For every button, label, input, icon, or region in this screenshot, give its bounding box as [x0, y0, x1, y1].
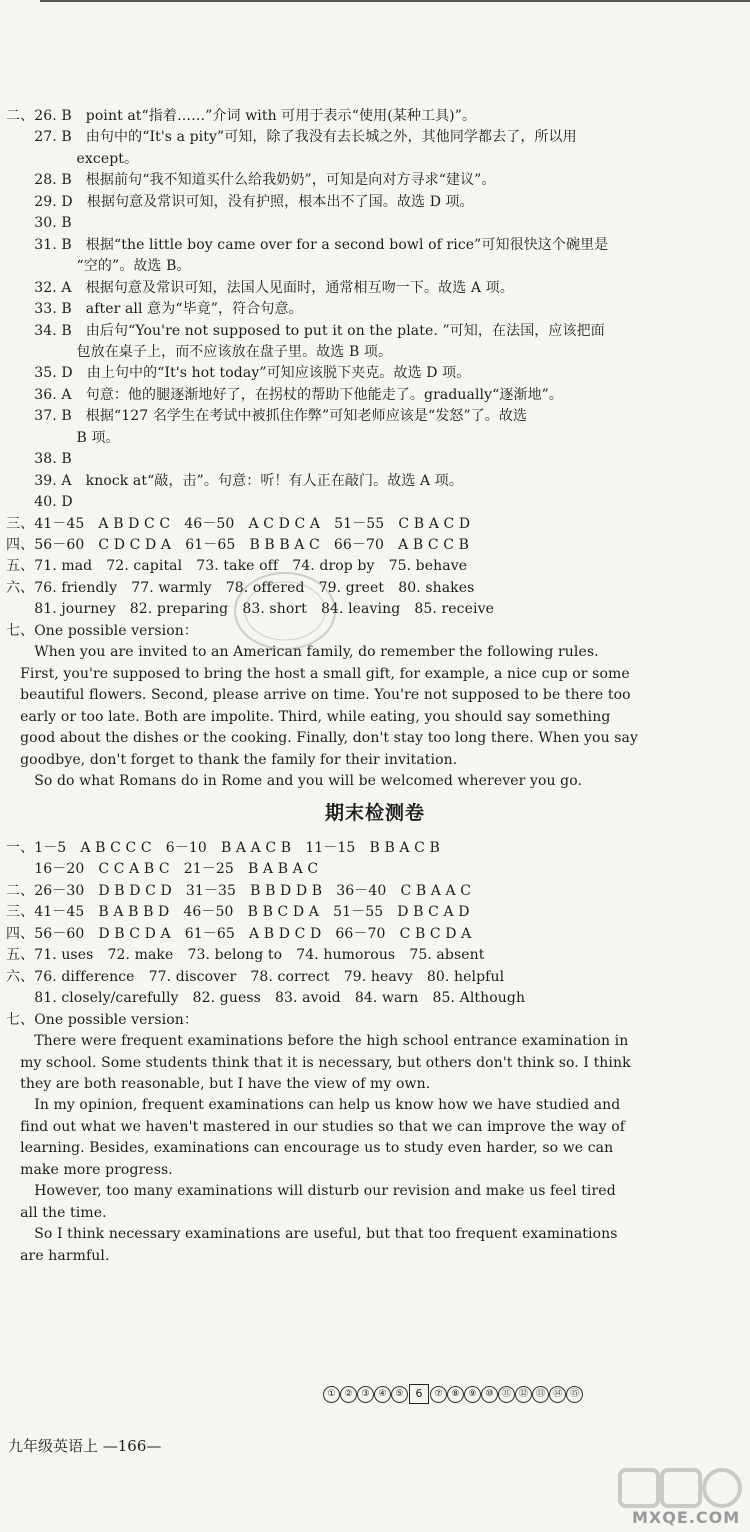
text-line: 39. A knock at“敲，击”。句意：听！有人正在敲门。故选 A 项。	[6, 472, 463, 489]
text-line: goodbye, don't forget to thank the family for their invitation.	[6, 751, 458, 768]
text-line: good about the dishes or the cooking. Finally, don't stay too long there. When you say	[6, 730, 638, 747]
text-line: 34. B 由后句“You're not supposed to put it on the plate. ”可知，在法国，应该把面	[6, 322, 605, 339]
page-number-marker: 6	[409, 1384, 429, 1404]
text-line: So do what Romans do in Rome and you will be welcomed wherever you go.	[6, 772, 583, 789]
page-number-marker: ⑫	[515, 1386, 532, 1403]
text-line: 31. B 根据“the little boy came over for a second bowl of rice”可知很快这个碗里是	[6, 236, 609, 253]
watermark-text: MXQE.COM	[632, 1508, 741, 1527]
page-footer: 九年级英语上 —166—	[8, 1437, 162, 1455]
text-line: early or too late. Both are impolite. Third, while eating, you should say something	[6, 708, 611, 725]
text-line: B 项。	[6, 429, 120, 446]
text-line: 35. D 由上句中的“It's hot today”可知应该脱下夹克。故选 D 项。	[6, 365, 471, 382]
text-line: In my opinion, frequent examinations can help us know how we have studied and	[6, 1097, 621, 1114]
text-line: 29. D 根据句意及常识可知，没有护照，根本出不了国。故选 D 项。	[6, 193, 474, 210]
text-line: 28. B 根据前句“我不知道买什么给我奶奶”，可知是向对方寻求“建议”。	[6, 172, 496, 189]
text-line: 二、26. B point at“指着……”介词 with 可用于表示“使用(某种工具)”。	[6, 108, 477, 124]
section-title: 期末检测卷	[324, 802, 425, 824]
text-line: 36. A 句意：他的腿逐渐地好了，在拐杖的帮助下他能走了。gradually“逐渐地”。	[6, 386, 564, 403]
text-line: find out what we haven't mastered in our studies so that we can improve the way of	[6, 1118, 626, 1135]
text-line: 27. B 由句中的“It's a pity”可知，除了我没有去长城之外，其他同学都去了，所以用	[6, 129, 577, 146]
text-line: “空的”。故选 B。	[6, 258, 191, 275]
text-line: 七、One possible version：	[6, 622, 198, 639]
page-navigator	[323, 1384, 583, 1404]
text-line: 二、26－30 D B D C D 31－35 B B D D B 36－40 C B A A C	[6, 882, 472, 899]
text-line: 81. closely/carefully 82. guess 83. avoid 84. warn 85. Although	[6, 990, 526, 1007]
page-number-marker: ⑤	[391, 1386, 408, 1403]
page-number-marker: ⑮	[566, 1386, 583, 1403]
page-number-marker: ⑦	[430, 1386, 447, 1403]
text-line: 81. journey 82. preparing 83. short 84. leaving 85. receive	[6, 601, 494, 618]
page-number-marker: ①	[323, 1386, 340, 1403]
text-line: they are both reasonable, but I have the view of my own.	[6, 1075, 431, 1092]
text-line: 三、41－45 A B D C C 46－50 A C D C A 51－55 C B A C D	[6, 515, 471, 532]
text-line: my school. Some students think that it is necessary, but others don't think so. I think	[6, 1054, 631, 1071]
text-line: So I think necessary examinations are useful, but that too frequent examinations	[6, 1226, 618, 1243]
page-number-marker: ⑩	[481, 1386, 498, 1403]
text-line: 16－20 C C A B C 21－25 B A B A C	[6, 861, 319, 878]
page-number-marker: ⑪	[498, 1386, 515, 1403]
text-line: except。	[6, 150, 139, 167]
text-line: 37. B 根据“127 名学生在考试中被抓住作弊”可知老师应该是“发怒”了。故选	[6, 408, 528, 425]
text-line: 33. B after all 意为“毕竟”，符合句意。	[6, 301, 303, 318]
text-line: 一、1－5 A B C C C 6－10 B A A C B 11－15 B B A C B	[6, 840, 440, 856]
text-line: all the time.	[6, 1204, 107, 1221]
text-line: 三、41－45 B A B B D 46－50 B B C D A 51－55 D B C A D	[6, 904, 470, 921]
text-line: 六、76. difference 77. discover 78. correct 79. heavy 80. helpful	[6, 968, 505, 985]
page-number-marker: ②	[340, 1386, 357, 1403]
top-rule	[40, 0, 750, 2]
stamp-mark	[230, 566, 340, 656]
text-line: 包放在桌子上，而不应该放在盘子里。故选 B 项。	[6, 343, 393, 360]
text-line: are harmful.	[6, 1247, 110, 1264]
text-line: There were frequent examinations before the high school entrance examination in	[6, 1033, 629, 1050]
text-line: 38. B	[6, 451, 72, 468]
text-line: 32. A 根据句意及常识可知，法国人见面时，通常相互吻一下。故选 A 项。	[6, 279, 514, 296]
text-line: 40. D	[6, 494, 73, 511]
page-number-marker: ③	[357, 1386, 374, 1403]
page-number-marker: ⑭	[549, 1386, 566, 1403]
text-line: 四、56－60 D B C D A 61－65 A B D C D 66－70 C B C D A	[6, 925, 472, 942]
text-line: make more progress.	[6, 1161, 173, 1178]
text-line: First, you're supposed to bring the host a small gift, for example, a nice cup or some	[6, 665, 630, 682]
text-line: However, too many examinations will disturb our revision and make us feel tired	[6, 1183, 616, 1200]
page-number-marker: ④	[374, 1386, 391, 1403]
page-number-marker: ⑬	[532, 1386, 549, 1403]
text-line: 五、71. uses 72. make 73. belong to 74. humorous 75. absent	[6, 947, 485, 964]
text-line: When you are invited to an American family, do remember the following rules.	[6, 644, 599, 661]
text-line: 六、76. friendly 77. warmly 78. offered 79. greet 80. shakes	[6, 579, 475, 596]
text-line: 五、71. mad 72. capital 73. take off 74. drop by 75. behave	[6, 558, 468, 575]
text-line: 四、56－60 C D C D A 61－65 B B B A C 66－70 A B C C B	[6, 537, 469, 553]
page-number-marker: ⑨	[464, 1386, 481, 1403]
text-line: learning. Besides, examinations can encourage us to study even harder, so we can	[6, 1140, 614, 1157]
page-number-marker: ⑧	[447, 1386, 464, 1403]
text-line: beautiful flowers. Second, please arrive on time. You're not supposed to be there too	[6, 687, 631, 704]
text-line: 七、One possible version：	[6, 1011, 198, 1028]
text-line: 30. B	[6, 215, 72, 232]
